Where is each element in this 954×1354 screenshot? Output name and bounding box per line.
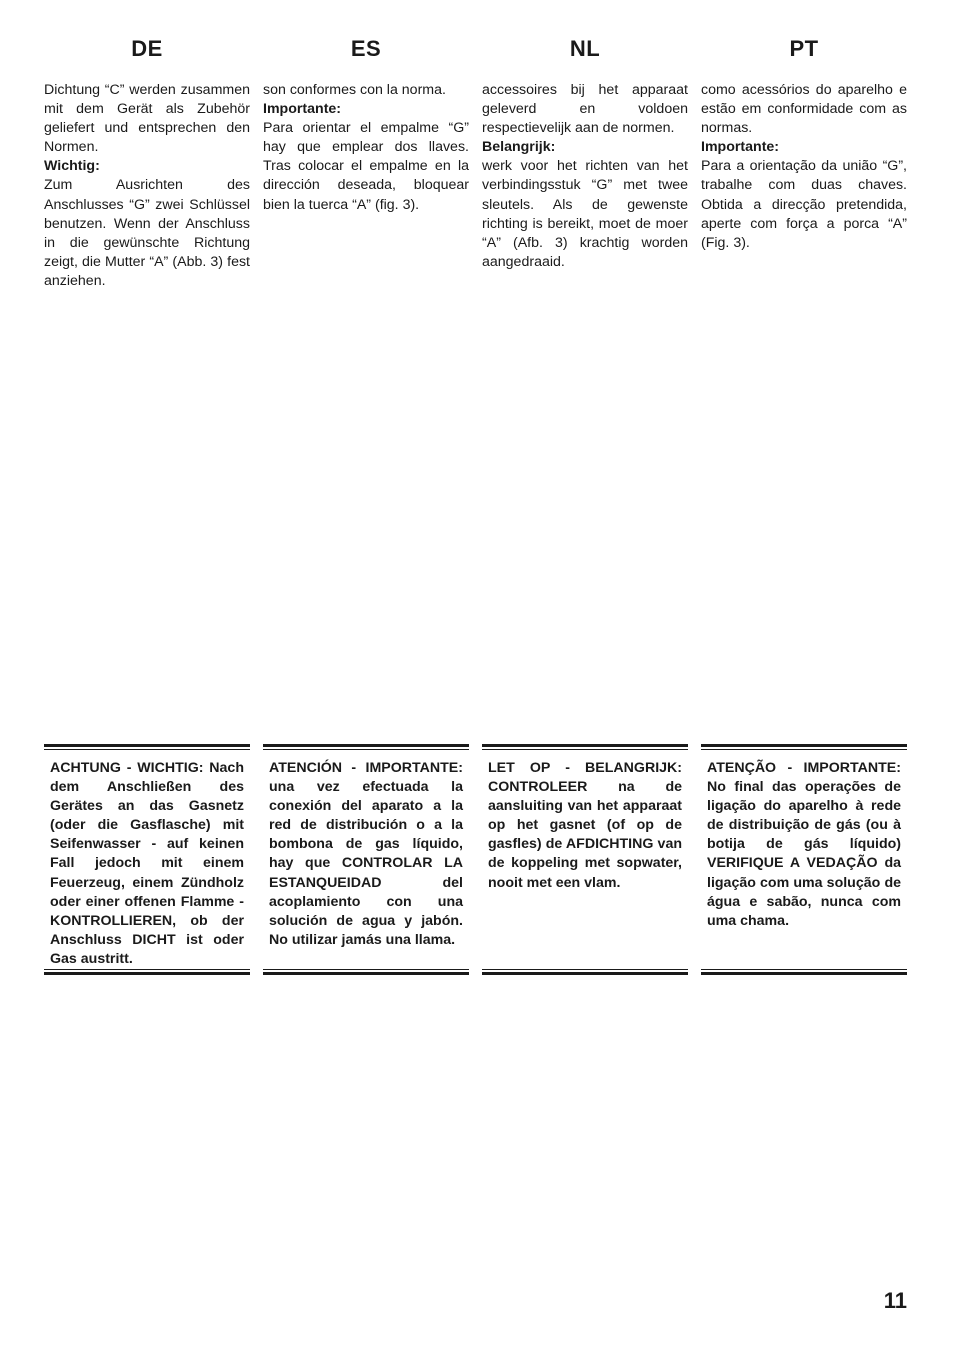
paragraph: Zum Ausrichten des Anschlusses “G” zwei Schlüssel benutzen. Wenn der Anschluss in die gewünschte Richtung zeigt, die Mutter “A” (Abb. 3) fest anziehen. [44,177,250,289]
lang-header-nl: NL [569,36,601,61]
warning-text: ATENÇÃO - IMPORTANTE: No final das operações de ligação do aparelho à rede de distribuição de gás (ou à botija de gás líquido) VERIFIQUE A VEDAÇÃO da ligação com uma solução de água e sabão, nunca com uma chama. [707,760,901,929]
paragraph-heading: Importante: [263,101,342,118]
body-column-nl [482,81,688,272]
paragraph: werk voor het richten van het verbindingsstuk “G” met twee sleutels. Als de gewenste richting is bereikt, moet de moer “A” (Afb. 3) krachtig worden aangedraaid. [482,158,688,270]
body-column-de [44,81,250,291]
divider [701,969,907,970]
divider [44,972,250,975]
paragraph: Para a orientação da união “G”, trabalhe com duas chaves. Obtida a direcção pretendida, aperte com força a porca “A” (Fig. 3). [701,158,907,251]
lang-header-es: ES [350,36,382,61]
paragraph-heading: Importante: [701,139,780,156]
paragraph: Dichtung “C” werden zusammen mit dem Gerät als Zubehör geliefert und entsprechen den Normen. [44,82,250,156]
paragraph: Para orientar el empalme “G” hay que emplear dos llaves. Tras colocar el empalme en la dirección deseada, bloquear bien la tuerca “A” (fig. 3). [263,120,469,213]
divider [482,744,688,747]
paragraph: como acessórios do aparelho e estão em conformidade com as normas. [701,82,907,137]
lang-header-de: DE [131,36,163,61]
body-column-pt [701,81,907,253]
divider [482,972,688,975]
warning-box-es [263,744,469,975]
divider [263,969,469,970]
divider [44,969,250,970]
paragraph: son conformes con la norma. [263,82,446,98]
paragraph-heading: Wichtig: [44,158,100,175]
divider [263,972,469,975]
divider [701,744,907,747]
warning-box-nl [482,744,688,975]
divider [44,744,250,747]
divider [482,969,688,970]
divider [263,744,469,747]
body-column-es [263,81,469,215]
divider [701,972,907,975]
paragraph-heading: Belangrijk: [482,139,556,156]
warning-text: ATENCIÓN - IMPORTANTE: una vez efectuada la conexión del aparato a la red de distribución o a la bombona de gas líquido, hay que CONTROLAR LA ESTANQUEIDAD del acoplamiento con una solución de agua y jabón. No utilizar jamás una llama. [269,760,463,948]
paragraph: accessoires bij het apparaat geleverd en voldoen respectievelijk aan de normen. [482,82,688,137]
warning-text: ACHTUNG - WICHTIG: Nach dem Anschließen des Gerätes an das Gasnetz (oder die Gasflasche) mit Seifenwasser - auf keinen Fall jedoch mit einem Feuerzeug, einem Zündholz oder einer offenen Flamme - KONTROLLIEREN, ob der Anschluss DICHT ist oder Gas austritt. [50,760,244,967]
lang-header-pt: PT [789,36,819,61]
page-number: 11 [883,1288,907,1313]
warning-box-pt [701,744,907,975]
warning-box-de [44,744,250,975]
warning-text: LET OP - BELANGRIJK: CONTROLEER na de aansluiting van het apparaat op het gasnet (of op de gasfles) de AFDICHTING van de koppeling met sopwater, nooit met een vlam. [488,760,682,891]
